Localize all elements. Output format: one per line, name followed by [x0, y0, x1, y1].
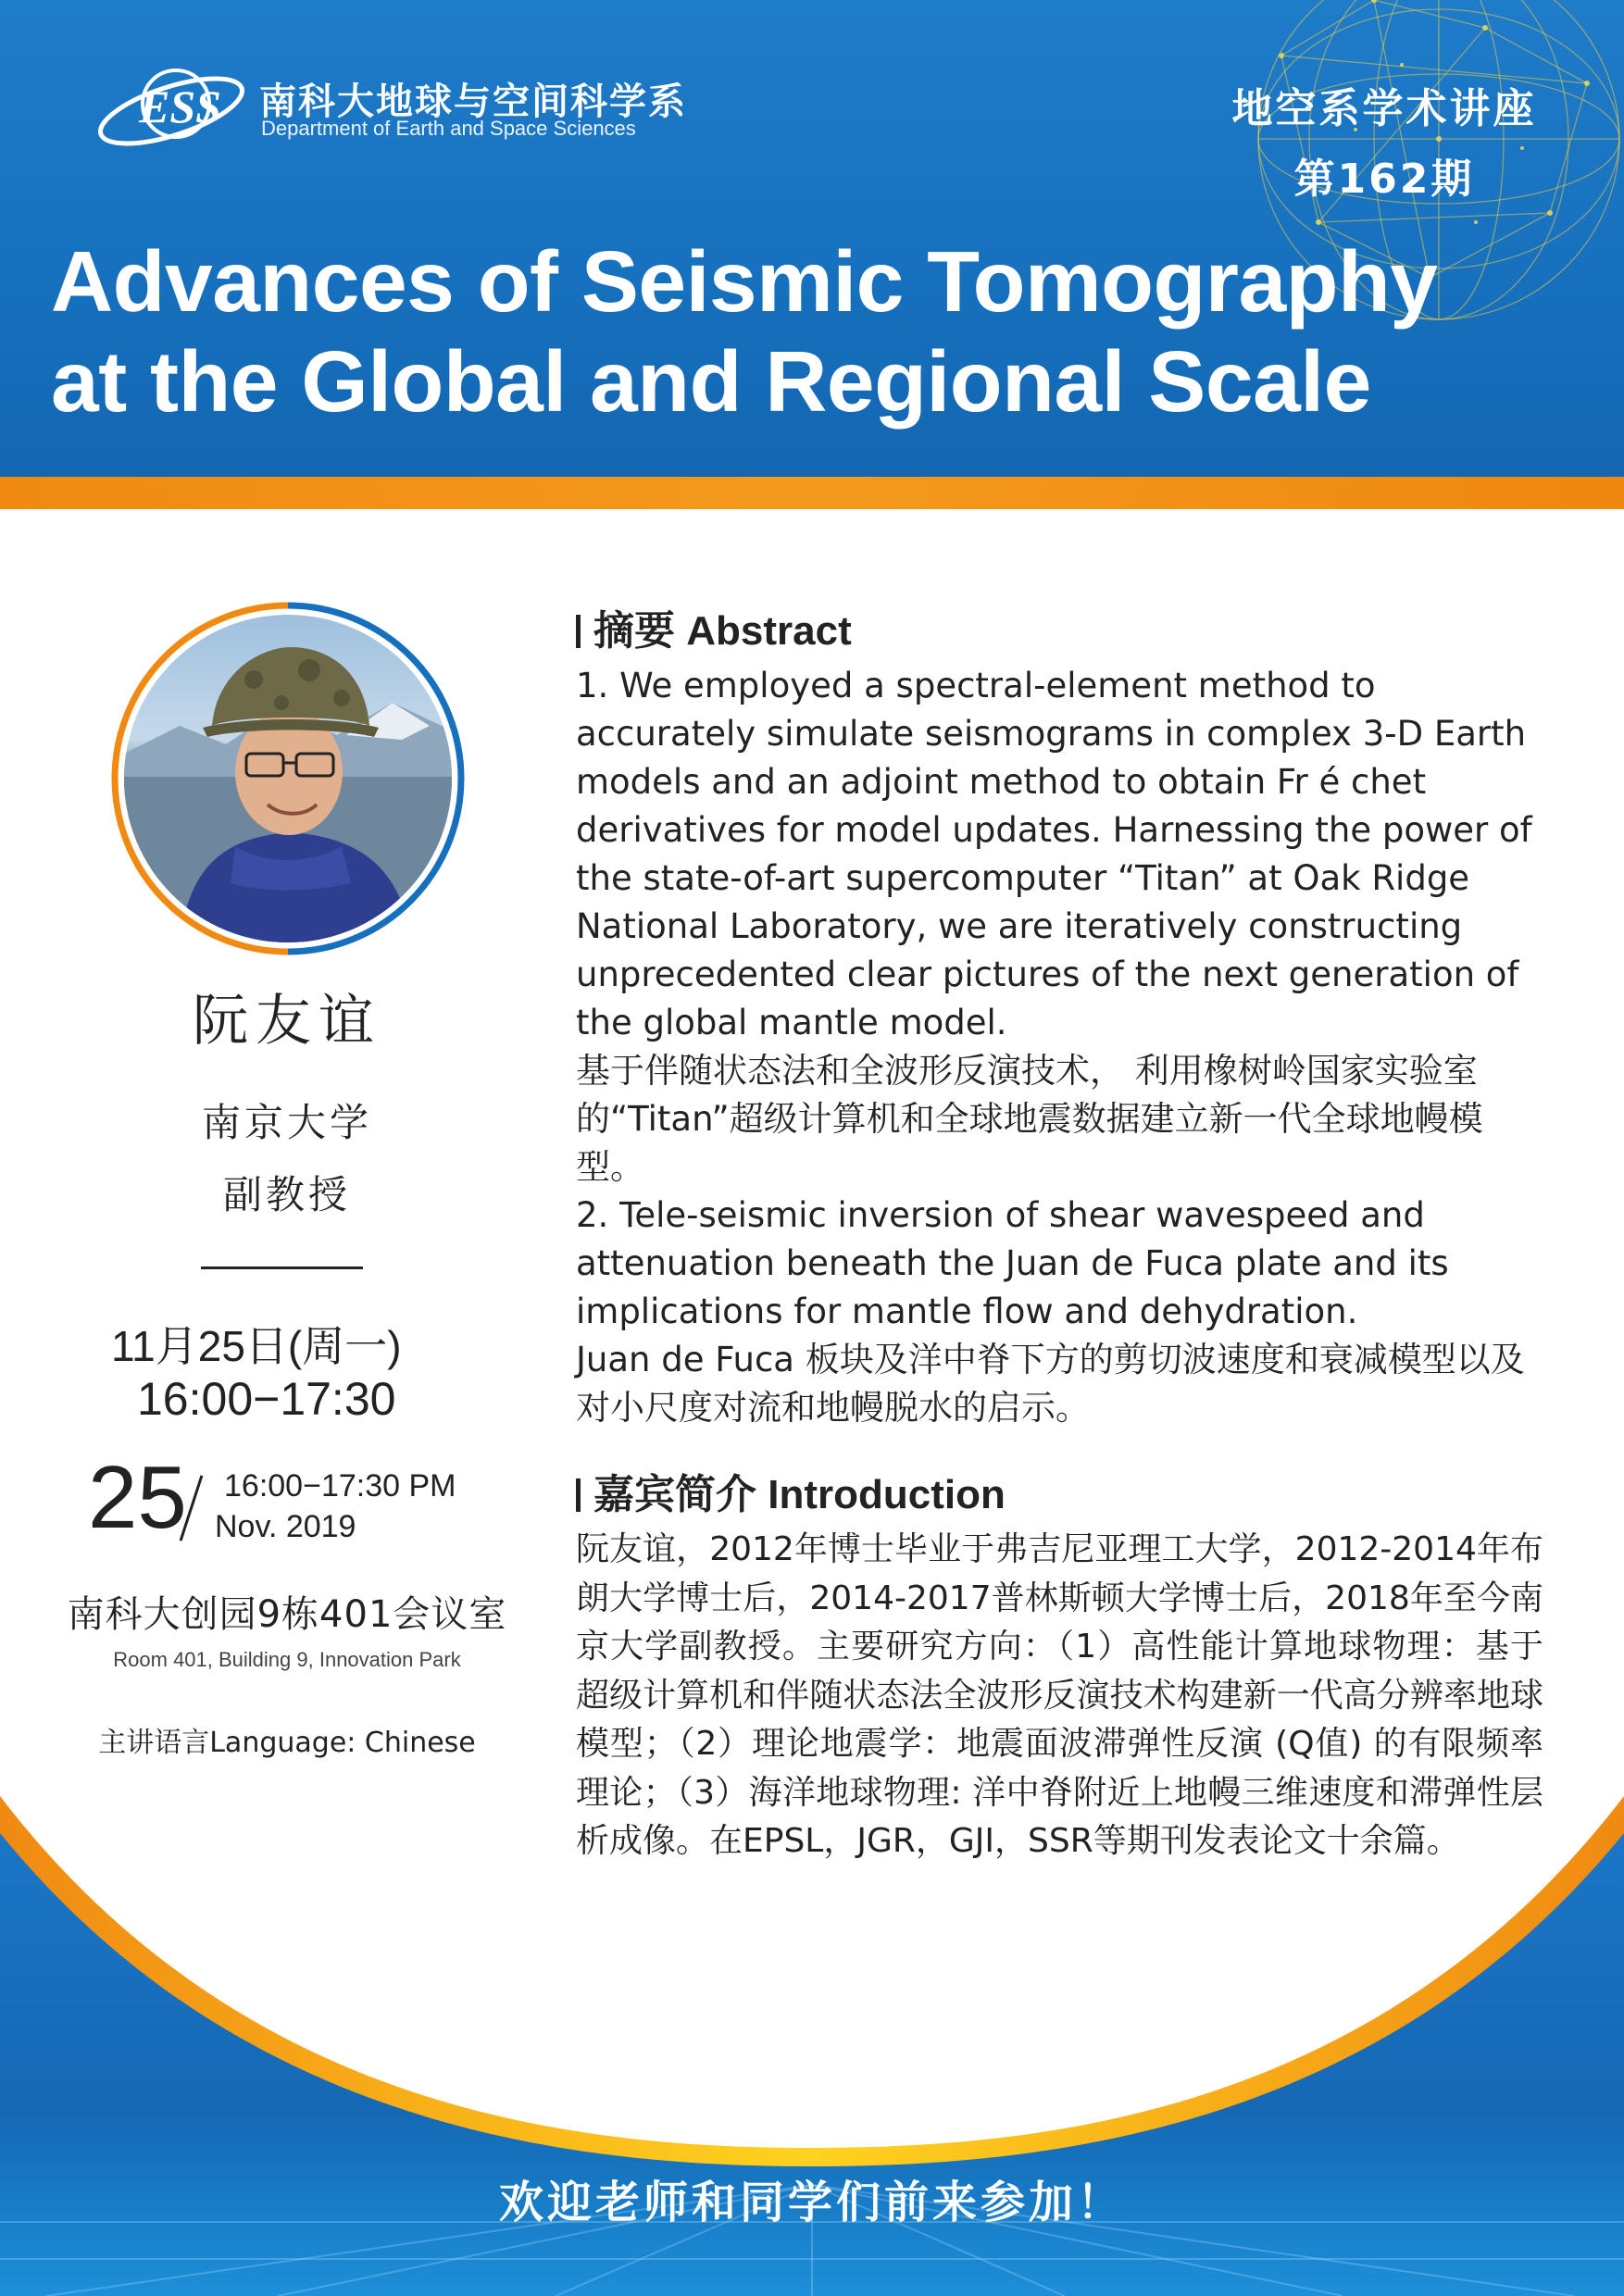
speaker-name: 阮友谊 [193, 989, 381, 1054]
welcome-message: 欢迎老师和同学们前来参加！ [498, 2177, 1125, 2228]
introduction-heading: 嘉宾简介 Introduction [576, 1461, 1006, 1520]
department-name-cn: 南科大地球与空间科学系 [259, 81, 687, 123]
speaker-photo-frame [111, 602, 465, 955]
left-divider [201, 1267, 363, 1269]
series-issue: 第162期 [1293, 156, 1475, 203]
department-name-en: Department of Earth and Space Sciences [261, 117, 636, 140]
lecture-title [51, 231, 1438, 431]
heading-bar [576, 1479, 581, 1512]
lecture-language: 主讲语言Language: Chinese [98, 1727, 476, 1759]
orange-divider-stripe [0, 477, 1624, 509]
abstract-paragraph-1-en: 1. We employed a spectral-element method to accurately simulate seismograms in complex 3-D Earth models and an adjoint method to obtain Fr é chet derivatives for model updates. Harnessing the power of the state-of-art supercomputer “Titan” at Oak Ridge National Laboratory, we are iteratively constructing unprecedented clear pictures of the next generation of the global mantle model. [576, 666, 1532, 1042]
abstract-paragraph-2-en: 2. Tele-seismic inversion of shear wavespeed and attenuation beneath the Juan de Fuca plate and its implications for mantle flow and dehydration. [576, 1195, 1449, 1331]
header-banner [0, 0, 1624, 477]
abstract-paragraph-2-cn: Juan de Fuca 板块及洋中脊下方的剪切波速度和衰减模型以及对小尺度对流和地幔脱水的启示。 [576, 1340, 1525, 1428]
time-en: 16:00−17:30 PM [224, 1468, 456, 1504]
abstract-body [576, 662, 1543, 1432]
speaker-position: 副教授 [222, 1172, 351, 1217]
abstract-paragraph-1-cn: 基于伴随状态法和全波形反演技术， 利用橡树岭国家实验室的“Titan”超级计算机和全球地震数据建立新一代全球地幔模型。 [576, 1051, 1483, 1187]
heading-bar [576, 615, 581, 648]
venue-cn: 南科大创园9栋401会议室 [67, 1593, 507, 1636]
introduction-body: 阮友谊，2012年博士毕业于弗吉尼亚理工大学，2012-2014年布朗大学博士后，2014-2017普林斯顿大学博士后，2018年至今南京大学副教授。主要研究方向：（1）高性能计算地球物理：基于超级计算机和伴随状态法全波形反演技术构建新一代高分辨率地球模型；（2）理论地震学：地震面波滞弹性反演 (Q值) 的有限频率理论；（3）海洋地球物理: 洋中脊附近上地幔三维速度和滞弹性层析成像。在EPSL，JGR，GJI，SSR等期刊发表论文十余篇。 [576, 1530, 1543, 1860]
series-name: 地空系学术讲座 [1231, 85, 1537, 132]
speaker-photo [124, 615, 452, 942]
day-number: 25 [88, 1448, 187, 1547]
date-cn: 11月25日(周一) [111, 1322, 402, 1370]
title-line-1: Advances of Seismic Tomography [51, 233, 1438, 330]
abstract-heading: 摘要 Abstract [576, 597, 852, 656]
title-line-2: at the Global and Regional Scale [51, 333, 1371, 430]
ess-logo [93, 57, 250, 159]
svg-text:ESS: ESS [139, 81, 221, 132]
venue-en: Room 401, Building 9, Innovation Park [113, 1648, 461, 1671]
date-en: Nov. 2019 [215, 1509, 356, 1544]
time-cn: 16:00−17:30 [137, 1373, 396, 1425]
lecture-series-label [1194, 74, 1574, 215]
speaker-affiliation: 南京大学 [201, 1100, 372, 1145]
